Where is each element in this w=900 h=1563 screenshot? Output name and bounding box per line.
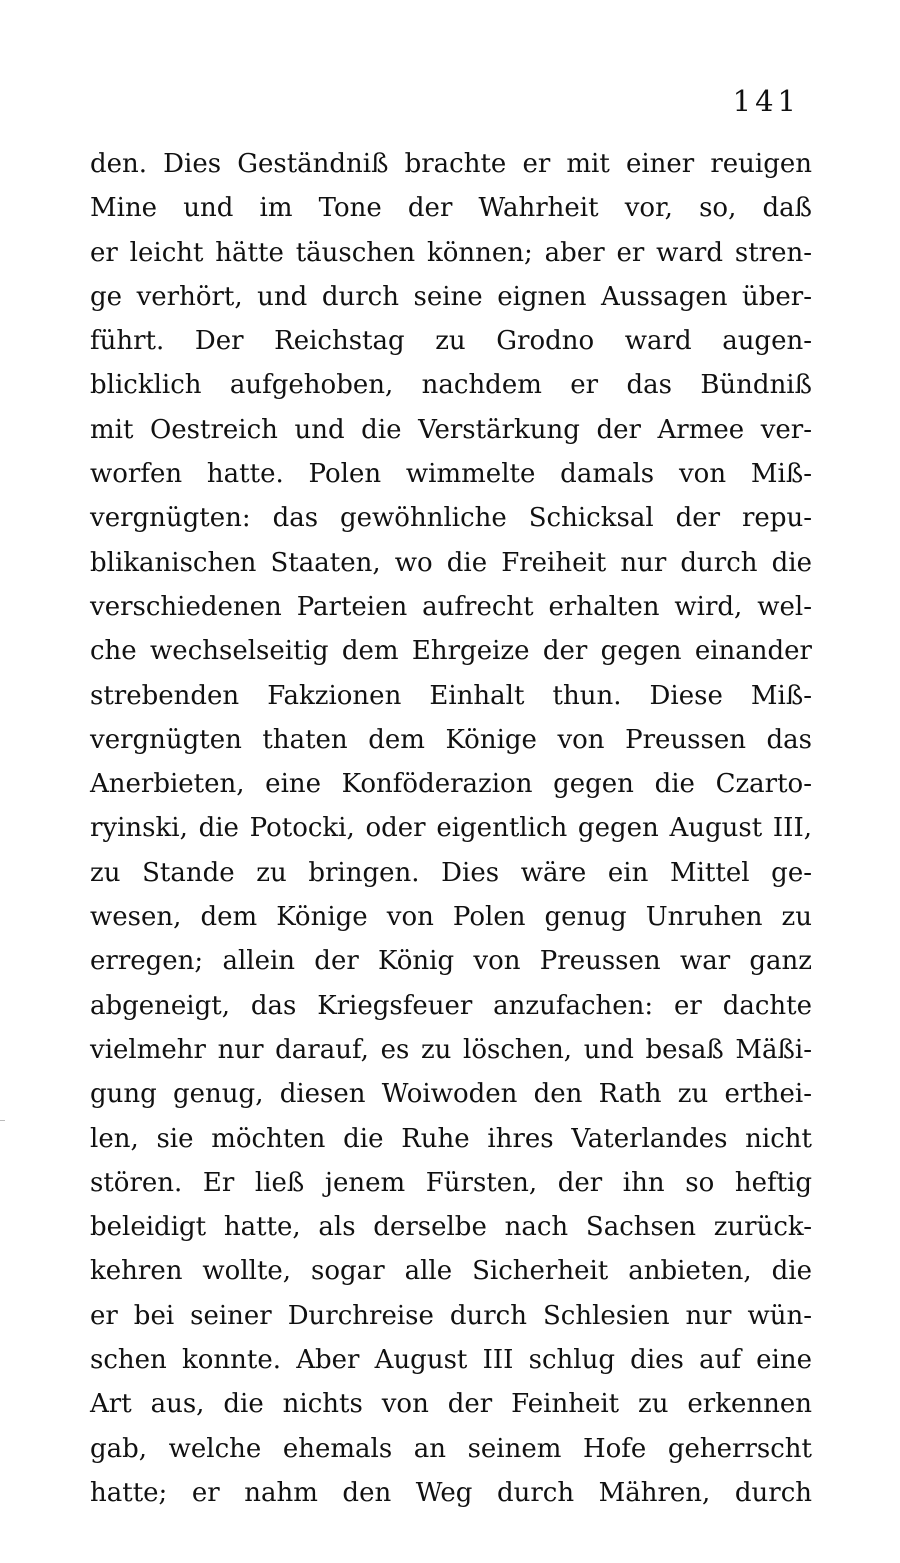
text-line: Art aus, die nichts von der Feinheit zu erkennen bbox=[90, 1389, 812, 1420]
text-line: blikanischen Staaten, wo die Freiheit nur durch die bbox=[90, 547, 812, 578]
text-line: er leicht hätte täuschen können; aber er ward stren- bbox=[90, 237, 812, 268]
text-line: er bei seiner Durchreise durch Schlesien nur wün- bbox=[90, 1300, 812, 1331]
text-line: vergnügten: das gewöhnliche Schicksal der repu- bbox=[90, 503, 812, 534]
text-line: len, sie möchten die Ruhe ihres Vaterlandes nicht bbox=[90, 1123, 812, 1154]
text-line: ryinski, die Potocki, oder eigentlich gegen August III, bbox=[90, 813, 812, 844]
text-line: zu Stande zu bringen. Dies wäre ein Mittel ge- bbox=[90, 857, 812, 888]
text-line: blicklich aufgehoben, nachdem er das Bündniß bbox=[90, 370, 812, 401]
text-line: erregen; allein der König von Preussen war ganz bbox=[90, 946, 812, 977]
text-line: beleidigt hatte, als derselbe nach Sachsen zurück- bbox=[90, 1212, 812, 1243]
text-line: Anerbieten, eine Konföderazion gegen die Czarto- bbox=[90, 769, 812, 800]
text-line: ge verhört, und durch seine eignen Aussagen über- bbox=[90, 281, 812, 312]
text-line: gung genug, diesen Woiwoden den Rath zu erthei- bbox=[90, 1079, 812, 1110]
text-line: führt. Der Reichstag zu Grodno ward augen- bbox=[90, 326, 812, 357]
text-line: vergnügten thaten dem Könige von Preussen das bbox=[90, 724, 812, 755]
text-line: strebenden Fakzionen Einhalt thun. Diese Miß- bbox=[90, 680, 812, 711]
text-line: den. Dies Geständniß brachte er mit einer reuigen bbox=[90, 149, 812, 179]
scan-edge-mark bbox=[0, 1120, 5, 1121]
text-line: schen konnte. Aber August III schlug dies auf eine bbox=[90, 1345, 812, 1376]
text-line: Mine und im Tone der Wahrheit vor, so, daß bbox=[90, 193, 812, 224]
text-line: mit Oestreich und die Verstärkung der Armee ver- bbox=[90, 414, 812, 445]
text-line: vielmehr nur darauf, es zu löschen, und besaß Mäßi- bbox=[90, 1034, 812, 1065]
text-line: hatte; er nahm den Weg durch Mähren, durch bbox=[90, 1477, 812, 1508]
text-line: verschiedenen Parteien aufrecht erhalten wird, wel- bbox=[90, 591, 812, 622]
text-line: worfen hatte. Polen wimmelte damals von Miß- bbox=[90, 459, 812, 490]
text-line: wesen, dem Könige von Polen genug Unruhen zu bbox=[90, 902, 812, 933]
text-line: abgeneigt, das Kriegsfeuer anzufachen: er dachte bbox=[90, 990, 812, 1021]
page-number: 141 bbox=[732, 84, 800, 118]
body-text bbox=[90, 142, 812, 1515]
text-line: gab, welche ehemals an seinem Hofe geherrscht bbox=[90, 1433, 812, 1464]
text-line: che wechselseitig dem Ehrgeize der gegen einander bbox=[90, 636, 812, 667]
text-line: stören. Er ließ jenem Fürsten, der ihn so heftig bbox=[90, 1167, 812, 1198]
text-line: kehren wollte, sogar alle Sicherheit anbieten, die bbox=[90, 1256, 812, 1287]
